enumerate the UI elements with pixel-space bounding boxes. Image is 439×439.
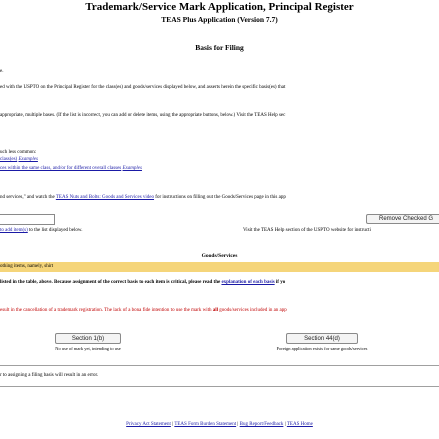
intro-line-multiple: appropriate, multiple bases. (If the list is incorrect, you can add or delete items, using the appropriate buttons, below.) Visit the TEAS Help sec (0, 113, 286, 118)
section-1b-button[interactable]: Section 1(b) (55, 333, 121, 344)
link-nuts-and-bolts-video[interactable]: TEAS Nuts and Bolts: Goods and Services video (55, 195, 155, 200)
section-44d-button[interactable]: Section 44(d) (286, 333, 358, 344)
link-classes[interactable]: class(es) (0, 157, 18, 162)
link-privacy-act[interactable]: Privacy Act Statement (126, 422, 171, 427)
goods-input[interactable] (0, 214, 55, 225)
page-title: Trademark/Service Mark Application, Principal Register (85, 1, 354, 13)
goods-instructions (0, 195, 286, 201)
link-examples-1[interactable]: Examples (18, 157, 38, 162)
footer-links (0, 422, 439, 428)
link-explanation-of-each-basis[interactable]: explanation of each basis (221, 280, 275, 285)
add-items-post: to the list displayed below. (29, 228, 83, 233)
link-teas-home[interactable]: TEAS Home (286, 422, 313, 427)
warning-line (0, 308, 287, 314)
link-burden-statement[interactable]: TEAS Form Burden Statement (174, 422, 237, 427)
same-class-line (0, 166, 142, 172)
warning-all: all (212, 308, 219, 313)
add-items-line (0, 228, 82, 234)
section-heading: Basis for Filing (195, 43, 244, 52)
page-subtitle: TEAS Plus Application (Version 7.7) (161, 15, 278, 24)
classes-line (0, 157, 38, 163)
help-line: Visit the TEAS Help section of the USPTO website for instructi (243, 228, 371, 233)
intro-line-common: uch less common: (0, 150, 37, 155)
goods-services-heading: Goods/Services (201, 253, 238, 259)
link-same-class[interactable]: ces within the same class, and/or for different overall classes (0, 166, 122, 171)
intro-line-e: e. (0, 69, 4, 74)
warning-pre: esult in the cancellation of a trademark registration. The lack of a bona fide intention to use the mark with (0, 308, 212, 313)
listed-post: if yo (275, 280, 286, 285)
divider-bottom (0, 386, 439, 387)
intro-line-applicant: ed with the USPTO on the Principal Register for the class(es) and goods/services displayed below, and asserts herein the specific basis(es) that (0, 85, 286, 90)
listed-line (0, 280, 285, 286)
link-add-items[interactable]: to add item(s) (0, 228, 28, 233)
link-examples-2[interactable]: Examples (122, 166, 142, 171)
link-bug-report[interactable]: Bug Report/Feedback (239, 422, 284, 427)
warning-post: goods/services included in an app (219, 308, 287, 313)
footer-separator: | (284, 422, 286, 427)
footer-separator: | (172, 422, 174, 427)
goods-instructions-post: for instructions on filling out the Goods/Services page in this app (155, 195, 286, 200)
listed-pre: listed in the table, above. Because assignment of the correct basis to each item is critical, please read the (0, 280, 221, 285)
goods-instructions-pre: nd services," and watch the (0, 195, 55, 200)
goods-item-banner (0, 262, 439, 272)
divider-top (0, 365, 439, 366)
remove-checked-button[interactable]: Remove Checked G (366, 214, 439, 224)
goods-item-text: othing items, namely, shirt (0, 264, 54, 269)
section-44d-caption: Foreign application exists for same goods/services (276, 346, 368, 351)
section-1b-caption: No use of mark yet, intending to use (55, 346, 121, 351)
error-note: r to assigning a filing basis will result in an error. (0, 373, 99, 378)
footer-separator: | (237, 422, 239, 427)
